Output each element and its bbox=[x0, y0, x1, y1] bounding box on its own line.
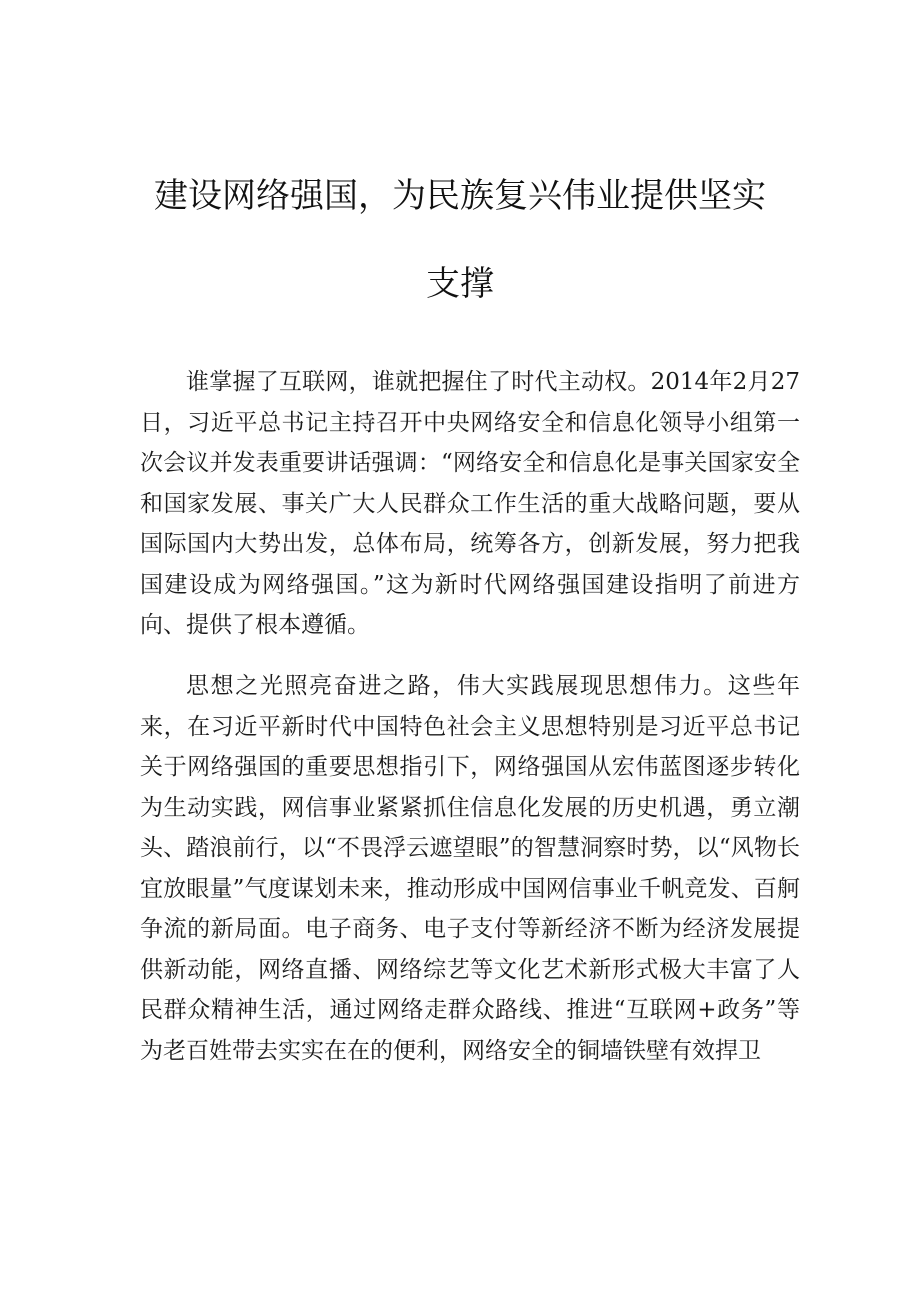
document-title-line-2: 支撑 bbox=[426, 264, 494, 304]
document-title-line-1: 建设网络强国，为民族复兴伟业提供坚实 bbox=[154, 176, 766, 216]
body-paragraph-1: 谁掌握了互联网，谁就把握住了时代主动权。2014年2月27日，习近平总书记主持召开中央网络安全和信息化领导小组第一次会议并发表重要讲话强调：“网络安全和信息化是事关国家安全和国家发展、事关广大人民群众工作生活的重大战略问题，要从国际国内大势出发，总体布局，统筹各方，创新发展，努力把我国建设成为网络强国。”这为新时代网络强国建设指明了前进方向、提供了根本遵循。 bbox=[140, 369, 800, 638]
body-paragraph-2: 思想之光照亮奋进之路，伟大实践展现思想伟力。这些年来，在习近平新时代中国特色社会主义思想特别是习近平总书记关于网络强国的重要思想指引下，网络强国从宏伟蓝图逐步转化为生动实践，网信事业紧紧抓住信息化发展的历史机遇，勇立潮头、踏浪前行，以“不畏浮云遮望眼”的智慧洞察时势，以“风物长宜放眼量”气度谋划未来，推动形成中国网信事业千帆竞发、百舸争流的新局面。电子商务、电子支付等新经济不断为经济发展提供新动能，网络直播、网络综艺等文化艺术新形式极大丰富了人民群众精神生活，通过网络走群众路线、推进“互联网+政务”等为老百姓带去实实在在的便利，网络安全的铜墙铁壁有效捍卫 bbox=[140, 673, 800, 1064]
